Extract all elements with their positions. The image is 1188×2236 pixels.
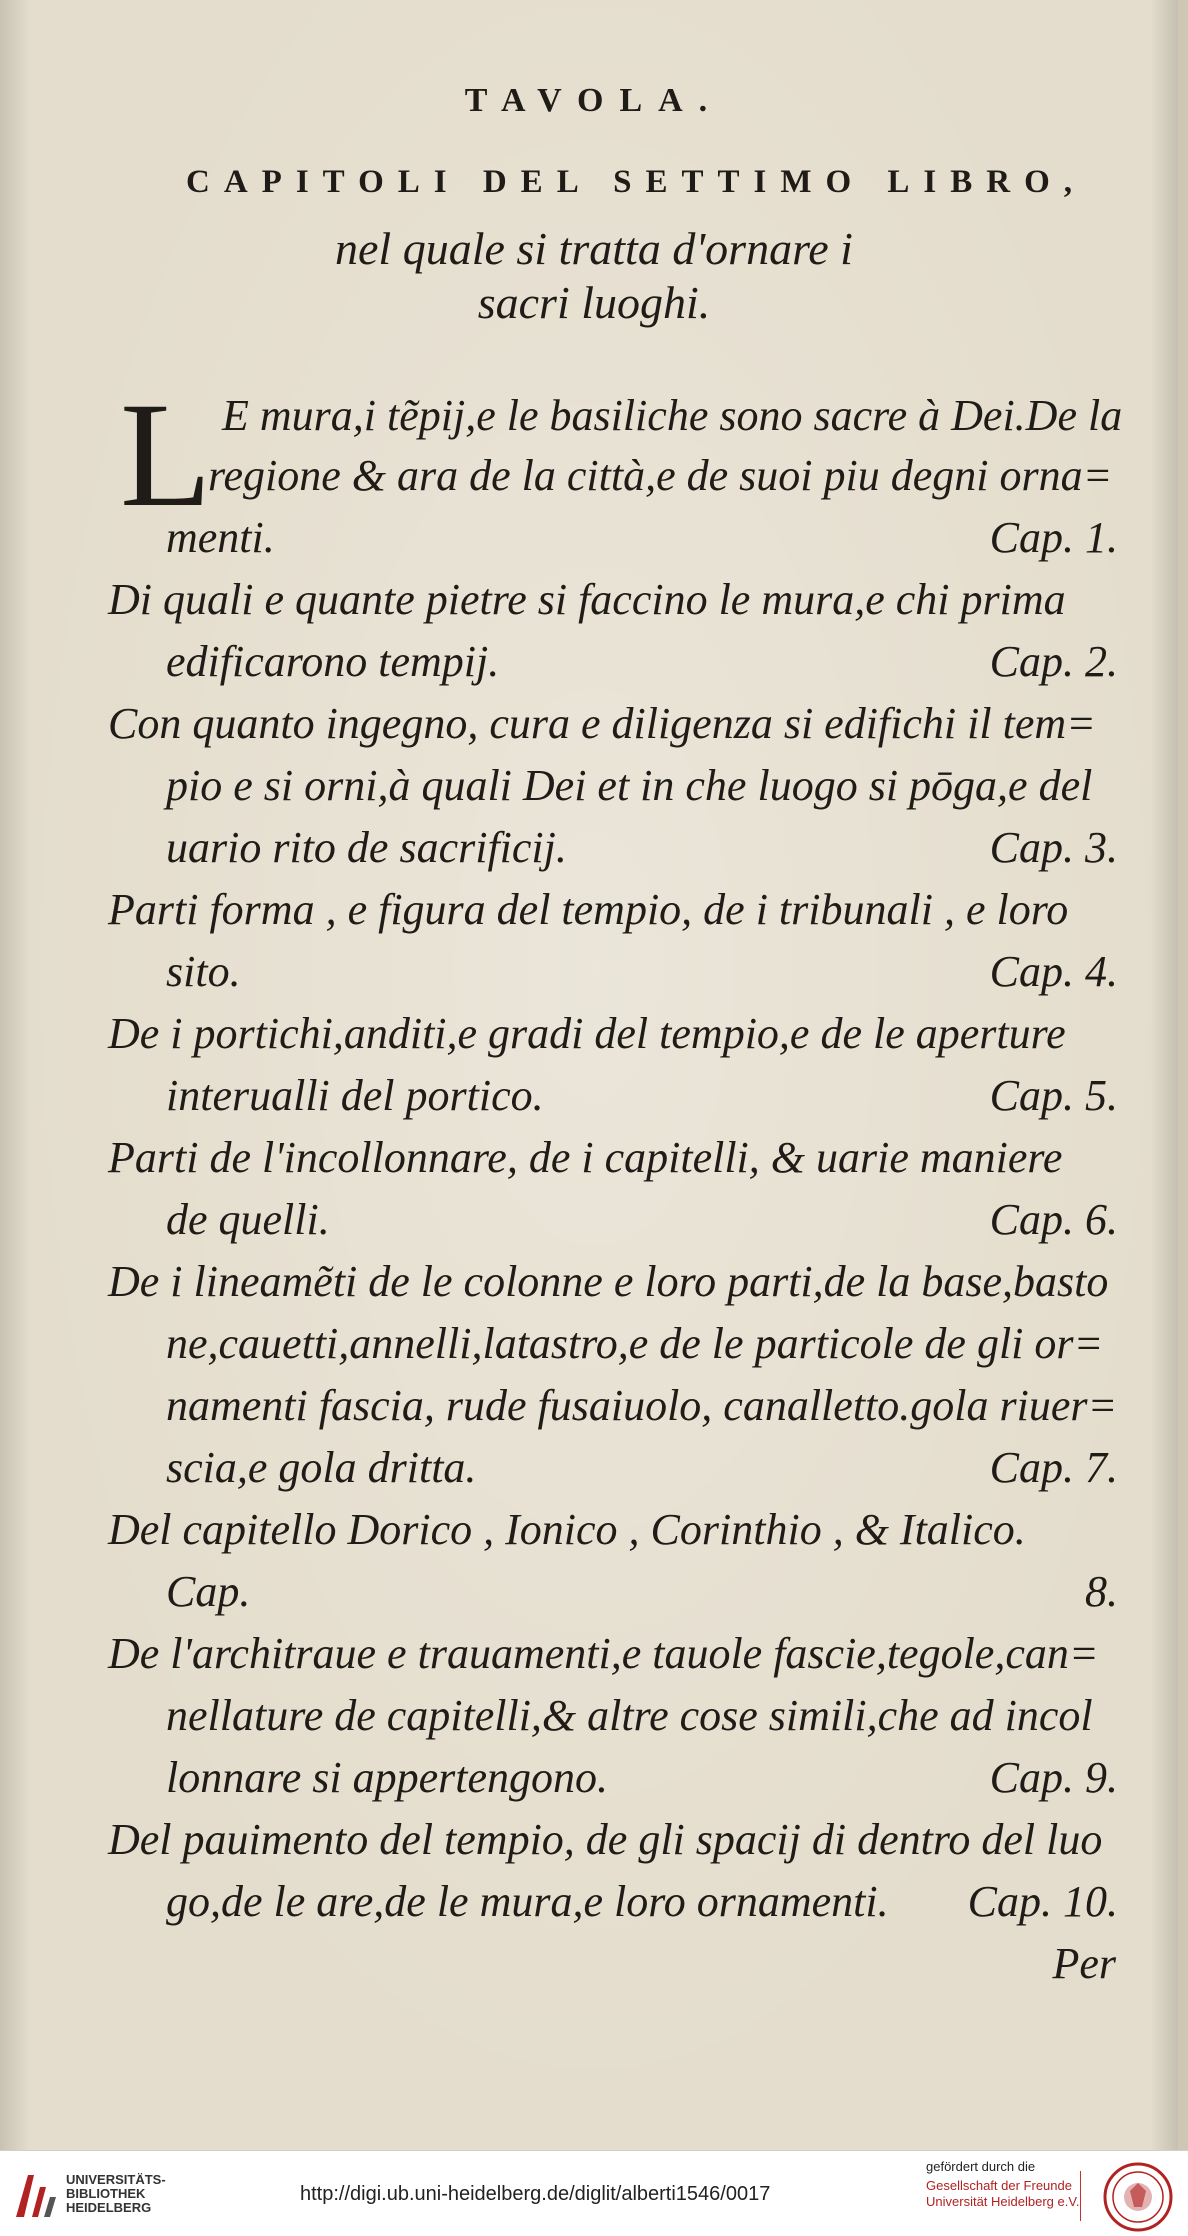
toc-line-text: Parti de l'incollonnare, de i capitelli, & uarie maniere [108,1133,1063,1182]
catchword: Per [1052,1939,1116,1988]
footer-divider [1080,2171,1081,2221]
library-name-line: HEIDELBERG [66,2200,152,2215]
toc-line [166,1318,1118,1382]
toc-line [166,1876,1118,1940]
toc-line-text: Con quanto ingegno, cura e diligenza si edifichi il tem= [108,699,1096,748]
toc-line [108,884,1118,948]
toc-line-text: sito. [166,947,241,996]
toc-line [208,450,1118,514]
toc-line-text: De l'architraue e trauamenti,e tauole fascie,tegole,can= [108,1629,1099,1678]
library-name [66,2173,166,2215]
toc-line [166,1380,1118,1444]
toc-line-text: pio e si orni,à quali Dei et in che luogo si pōga,e del [166,761,1093,810]
toc-line-text: Del pauimento del tempio, de gli spacij di dentro del luo [108,1815,1103,1864]
chapter-ref: 8. [1085,1567,1118,1616]
toc-line-text: nellature de capitelli,& altre cose simili,che ad incol [166,1691,1093,1740]
chapter-title: CAPITOLI DEL SETTIMO LIBRO, [186,164,1087,200]
toc-line-text: ne,cauetti,annelli,latastro,e de le particole de gli or= [166,1319,1104,1368]
toc-line [166,1690,1118,1754]
page-header: TAVOLA. [464,82,724,119]
chapter-ref: Cap. 6. [989,1195,1118,1244]
sponsor-name-line: Universität Heidelberg e.V. [926,2194,1080,2209]
toc-line [166,1752,1118,1816]
chapter-ref: Cap. 4. [989,947,1118,996]
digital-object-url[interactable]: http://digi.ub.uni-heidelberg.de/diglit/alberti1546/0017 [300,2183,771,2205]
sponsor-block [926,2159,1086,2210]
toc-line-text: Del capitello Dorico , Ionico , Corinthio , & Italico. [108,1505,1026,1554]
toc-line [108,1814,1118,1878]
toc-line-text: edificarono tempij. [166,637,500,686]
toc-line-text: menti. [166,513,275,562]
toc-line-text: lonnare si appertengono. [166,1753,608,1802]
sponsor-label: gefördert durch die [926,2159,1036,2174]
footer-bar [0,2150,1188,2236]
toc-line [166,512,1118,576]
toc-line-text: interualli del portico. [166,1071,544,1120]
toc-line [166,946,1118,1010]
toc-line [108,1008,1118,1072]
chapter-ref: Cap. 3. [989,823,1118,872]
toc-line-text: Parti forma , e figura del tempio, de i tribunali , e loro [108,885,1069,934]
chapter-ref: Cap. 9. [989,1753,1118,1802]
chapter-ref: Cap. 10. [967,1877,1118,1926]
library-name-line: UNIVERSITÄTS- [66,2172,166,2187]
toc-line [166,1070,1118,1134]
toc-line-text: De i lineamẽti de le colonne e loro parti,de la base,basto [108,1257,1109,1306]
toc-line-text: go,de le are,de le mura,e loro ornamenti. [166,1877,889,1926]
sponsor-name-line: Gesellschaft der Freunde [926,2178,1072,2193]
toc-line [166,1194,1118,1258]
toc-line [108,574,1118,638]
toc-line-text: De i portichi,anditi,e gradi del tempio,e de le aperture [108,1009,1066,1058]
subtitle-line-2: sacri luoghi. [477,277,711,328]
toc-line-text: uario rito de sacrificij. [166,823,567,872]
toc-line-text: namenti fascia, rude fusaiuolo, canalletto.gola riuer= [166,1381,1118,1430]
university-library-logo-icon [10,2167,58,2223]
toc-line-text: Di quali e quante pietre si faccino le mura,e chi prima [108,575,1066,624]
toc-line [108,1628,1118,1692]
chapter-ref: Cap. 2. [989,637,1118,686]
university-seal-icon [1102,2161,1174,2233]
chapter-ref: Cap. 1. [989,513,1118,562]
toc-line-text: de quelli. [166,1195,330,1244]
toc-line-text: E mura,i tẽpij,e le basiliche sono sacre à Dei.De la [222,391,1123,440]
toc-line [166,822,1118,886]
chapter-ref: Cap. 5. [989,1071,1118,1120]
toc-line [222,390,1123,454]
toc-line [108,1504,1118,1568]
toc-line-text: Cap. [166,1567,251,1616]
toc-line-text: regione & ara de la città,e de suoi piu degni orna= [208,451,1113,500]
toc-line [166,1442,1118,1506]
toc-line [108,698,1118,762]
toc-line [108,1132,1118,1196]
sponsor-name [926,2178,1086,2210]
toc-line [166,636,1118,700]
drop-capital: L [120,372,212,538]
toc-line [108,1256,1118,1320]
toc-line [166,1566,1118,1630]
toc-line-text: scia,e gola dritta. [166,1443,477,1492]
toc-line [166,760,1118,824]
subtitle-line-1: nel quale si tratta d'ornare i [335,223,853,274]
library-name-line: BIBLIOTHEK [66,2186,146,2201]
chapter-ref: Cap. 7. [989,1443,1118,1492]
